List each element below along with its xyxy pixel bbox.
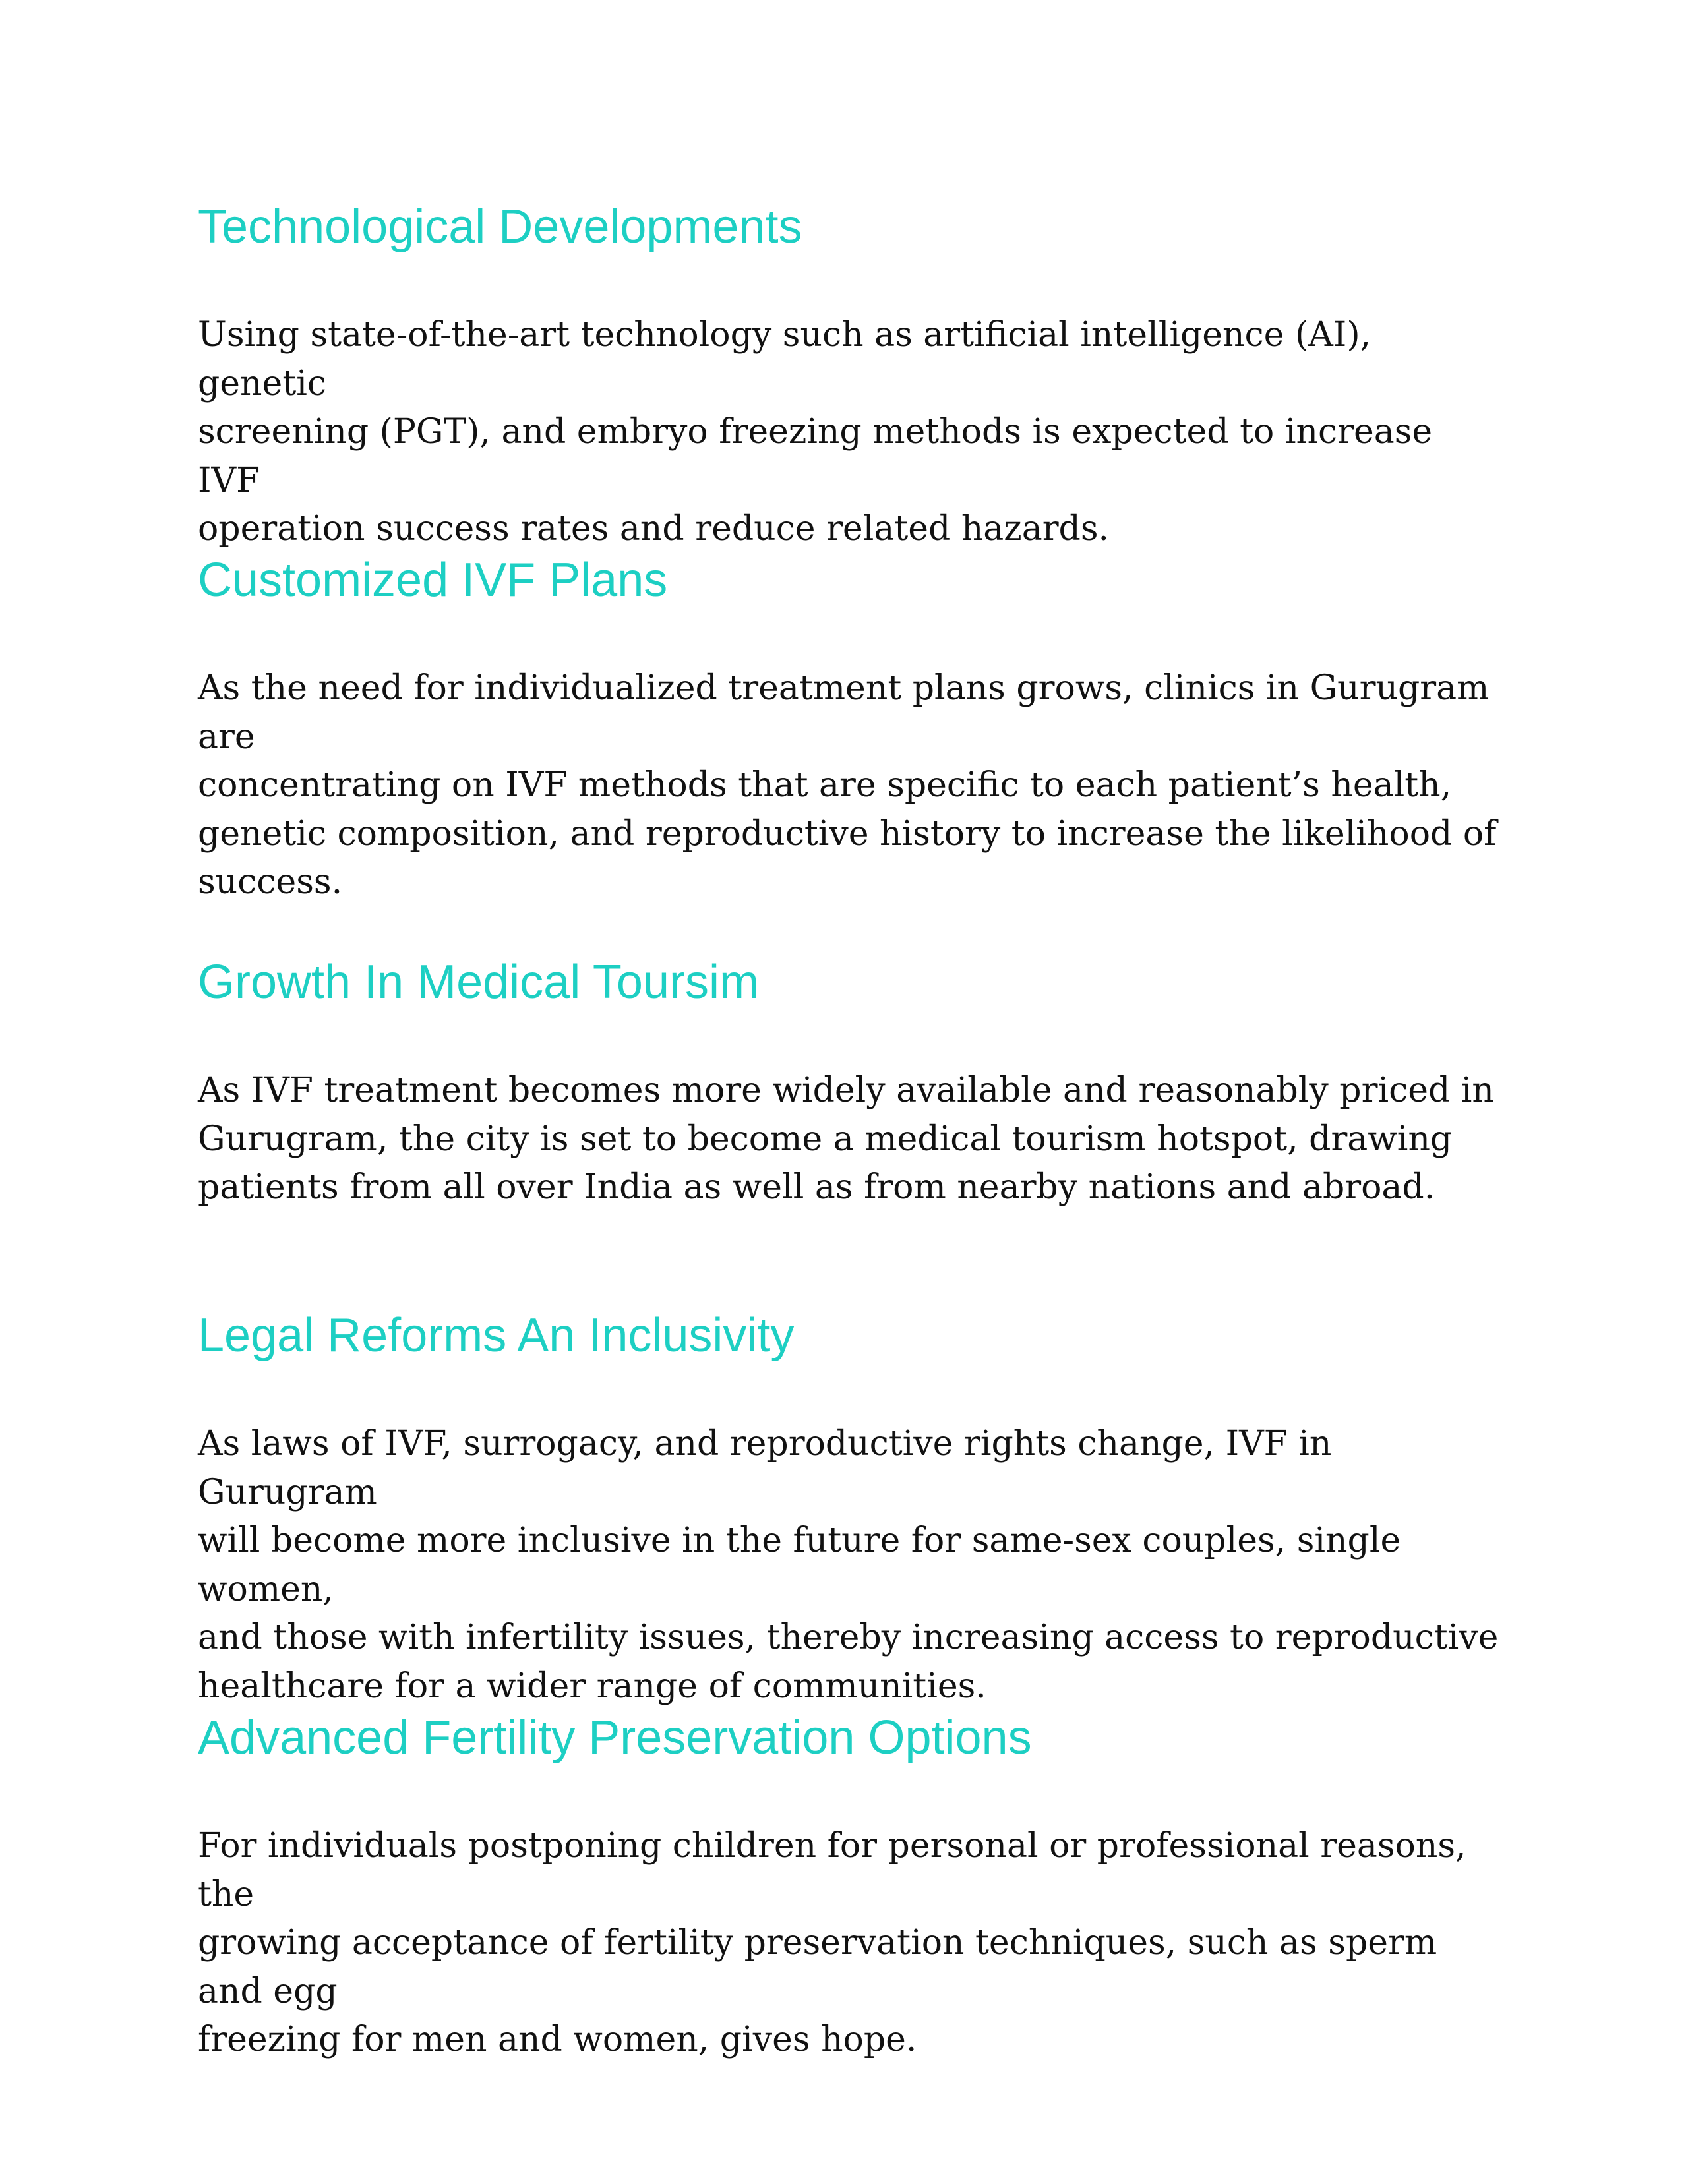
paragraph-line: success. [198,862,343,902]
section-heading: Advanced Fertility Preservation Options [198,1711,1032,1764]
paragraph-line: concentrating on IVF methods that are specific to each patient’s health, [198,765,1452,805]
section-paragraph [198,1067,1503,1212]
section-paragraph [198,664,1503,907]
paragraph-line: screening (PGT), and embryo freezing methods is expected to increase IVF [198,412,1433,500]
paragraph-line: patients from all over India as well as from nearby nations and abroad. [198,1167,1435,1207]
paragraph-line: As IVF treatment becomes more widely available and reasonably priced in [198,1071,1494,1110]
section-heading: Legal Reforms An Inclusivity [198,1309,795,1362]
paragraph-line: healthcare for a wider range of communities. [198,1666,986,1706]
paragraph-line: genetic composition, and reproductive history to increase the likelihood of [198,813,1497,854]
section-technological-developments [198,199,1503,548]
section-paragraph [198,1420,1503,1711]
paragraph-line: As laws of IVF, surrogacy, and reproductive rights change, IVF in Gurugram [198,1424,1332,1512]
paragraph-line: and those with infertility issues, thereby increasing access to reproductive [198,1618,1499,1657]
paragraph-line: Gurugram, the city is set to become a medical tourism hotspot, drawing [198,1119,1453,1159]
section-fertility-preservation [198,1710,1503,2059]
section-paragraph [198,311,1503,554]
paragraph-line: growing acceptance of fertility preservation techniques, such as sperm and egg [198,1923,1437,2011]
paragraph-line: Using state-of-the-art technology such as artificial intelligence (AI), genetic [198,315,1372,403]
paragraph-line: For individuals postponing children for personal or professional reasons, the [198,1826,1466,1914]
section-heading: Technological Developments [198,200,802,253]
section-customized-ivf-plans [198,552,1503,902]
section-paragraph [198,1822,1503,2065]
section-legal-reforms [198,1308,1503,1706]
paragraph-line: freezing for men and women, gives hope. [198,2020,917,2059]
section-heading: Growth In Medical Toursim [198,956,759,1009]
section-growth-in-medical-tourism [198,955,1503,1207]
paragraph-line: operation success rates and reduce related hazards. [198,509,1110,548]
paragraph-line: will become more inclusive in the future for same-sex couples, single women, [198,1521,1401,1609]
paragraph-line: As the need for individualized treatment plans grows, clinics in Gurugram are [198,668,1490,757]
section-heading: Customized IVF Plans [198,554,668,606]
